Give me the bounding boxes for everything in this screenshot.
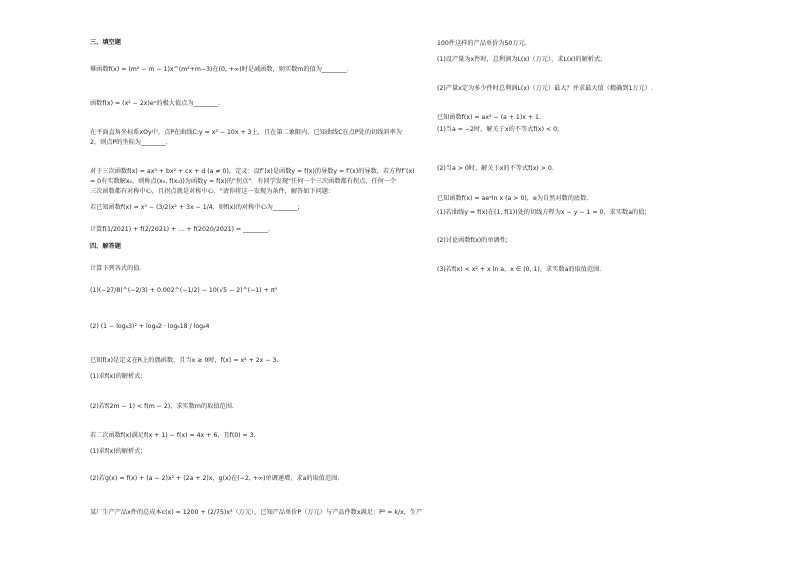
question-even-function-1: 已知f(x)是定义在R上的偶函数，且当x ≥ 0时，f(x) = x² + 2x − 3. bbox=[90, 357, 279, 364]
question-cubic-line-1: 对于三次函数f(x) = ax³ + bx² + cx + d (a ≠ 0)，定义：设f″(x)是函数y = f(x)的导数y = f′(x)的导数，若方程f″(x) bbox=[90, 168, 415, 175]
question-even-function-3: (2)若f(2m − 1) < f(m − 2)，求实数m的取值范围. bbox=[90, 403, 234, 410]
question-tangent-line-2: 2，则点P的坐标为________. bbox=[90, 139, 168, 146]
question-quadratic-1: 若二次函数f(x)满足f(x + 1) − f(x) = 4x + 6，且f(0) = 3. bbox=[90, 432, 256, 439]
question-factory-continued: 100件这样的产品单价为50万元. bbox=[437, 40, 527, 47]
question-calc-part1: (1)(−27/8)^(−2/3) + 0.002^(−1/2) − 10(√5 − 2)^(−1) + π⁰ bbox=[90, 287, 278, 294]
question-known-func-2: (1)当a = −2时，解关于x的不等式f(x) < 0; bbox=[437, 126, 560, 133]
question-max-value: 函数f(x) = (x² − 2x)eˣ的极大值点为________. bbox=[90, 100, 221, 107]
section3-title: 三、填空题 bbox=[90, 39, 121, 46]
question-cubic-line-4: 若已知函数f(x) = x³ − (3/2)x² + 3x − 1/4，则f(x)的对称中心为________; bbox=[90, 204, 300, 211]
question-cubic-line-3: 三次函数都有对称中心，且拐点就是对称中心．"请你将这一发现为条件，解答如下问题： bbox=[90, 188, 335, 195]
question-cubic-line-2: = 0有实数解x₀，则称点(x₀, f(x₀))为函数y = f(x)的"拐点"．有同学发现"任何一个三次函数都有拐点，任何一个 bbox=[90, 178, 397, 185]
question-calc-part2: (2) (1 − log₆3)² + log₆2 · log₆18 / log₆4 bbox=[90, 323, 210, 330]
question-calc-intro: 计算下列各式的值. bbox=[90, 265, 142, 272]
question-factory-1: 某厂生产产品x件的总成本c(x) = 1200 + (2/75)x³（万元），已知产品单价P（万元）与产品件数x满足：P² = k/x，生产 bbox=[90, 509, 423, 516]
question-exp-func-1: 已知函数f(x) = aeˣln x (a > 0)，e为自然对数的底数. bbox=[437, 195, 589, 202]
question-factory-part2: (2)产量x定为多少件时总利润L(x)（万元）最大？并求最大值（精确到1万元）. bbox=[437, 85, 653, 92]
question-known-func-3: (2)当a > 0时，解关于x的不等式f(x) > 0. bbox=[437, 165, 554, 172]
question-power-function: 幂函数f(x) = (m² − m − 1)x^(m²+m−3)在(0, +∞)时是减函数，则实数m的值为________. bbox=[90, 66, 349, 73]
question-quadratic-2: (1)求f(x)的解析式; bbox=[90, 448, 143, 455]
question-known-func-1: 已知函数f(x) = ax² − (a + 1)x + 1. bbox=[437, 114, 541, 121]
question-exp-func-4: (3)若f(x) < x² + x ln a，x ∈ (0, 1)，求实数a的取值范围. bbox=[437, 266, 602, 273]
section4-title: 四、解答题 bbox=[90, 243, 121, 250]
question-factory-part1: (1)设产量为x件时，总利润为L(x)（万元），求L(x)的解析式; bbox=[437, 56, 603, 63]
question-exp-func-3: (2)讨论函数f(x)的单调性; bbox=[437, 237, 509, 244]
question-cubic-line-5: 计算f(1/2021) + f(2/2021) + … + f(2020/2021) = ________. bbox=[90, 226, 270, 233]
question-exp-func-2: (1)若曲线y = f(x)在(1, f(1))处的切线方程为x − y − 1 = 0，求实数a的值; bbox=[437, 209, 647, 216]
question-tangent-line-1: 在平面直角坐标系xOy中，点P在曲线C:y = x³ − 10x + 3上，且在第二象限内，已知曲线C在点P处的切线斜率为 bbox=[90, 129, 402, 136]
question-even-function-2: (1)求f(x)的解析式; bbox=[90, 373, 143, 380]
question-quadratic-3: (2)若g(x) = f(x) + (a − 2)x² + (2a + 2)x，g(x)在(−2, +∞)单调递增，求a的取值范围. bbox=[90, 475, 340, 482]
